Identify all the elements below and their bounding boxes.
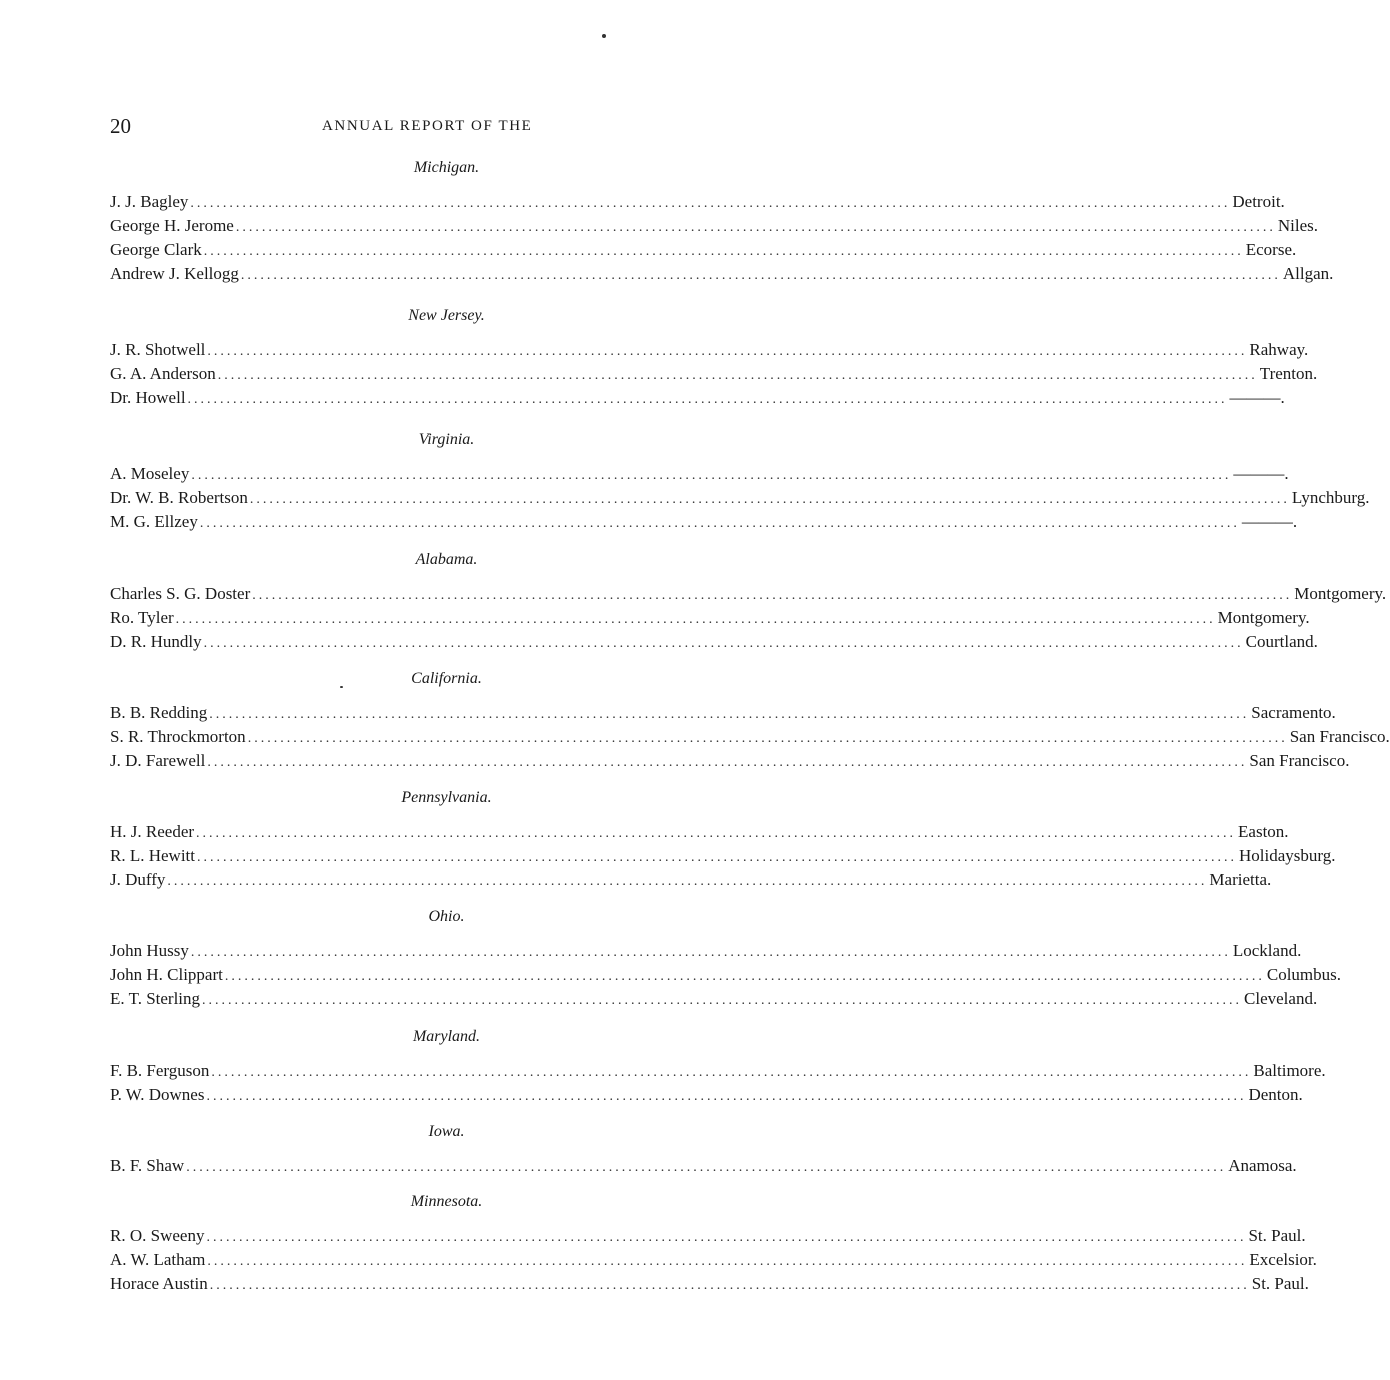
state-section	[110, 667, 1390, 773]
dot-leader: ................................................................................................................................................................	[206, 1089, 1247, 1104]
dot-leader: ................................................................................................................................................................	[207, 1254, 1248, 1269]
state-heading: Maryland.	[412, 1028, 481, 1045]
member-place: St. Paul.	[1248, 1226, 1306, 1245]
list-item	[110, 606, 1310, 630]
member-place: ———.	[1229, 388, 1285, 407]
member-place: San Francisco.	[1249, 751, 1350, 770]
list-item	[110, 939, 1302, 963]
member-name: A. W. Latham	[110, 1250, 206, 1269]
state-section	[110, 786, 1336, 892]
list-item	[110, 749, 1350, 773]
dot-leader: ................................................................................................................................................................	[190, 196, 1231, 211]
list-item	[110, 987, 1318, 1011]
list-item	[110, 214, 1318, 238]
member-place: Montgomery.	[1294, 584, 1387, 603]
member-name: M. G. Ellzey	[110, 512, 198, 531]
ink-speck	[602, 34, 606, 38]
member-name: Ro. Tyler	[110, 608, 174, 627]
member-place: Detroit.	[1232, 192, 1285, 211]
list-item	[110, 362, 1318, 386]
entry-list	[110, 462, 1370, 534]
dot-leader: ................................................................................................................................................................	[224, 969, 1265, 984]
state-heading: California.	[411, 670, 482, 687]
member-place: Marietta.	[1209, 870, 1272, 889]
state-section	[110, 905, 1342, 1011]
list-item	[110, 462, 1289, 486]
dot-leader: ................................................................................................................................................................	[196, 826, 1237, 841]
state-section	[110, 304, 1318, 410]
member-name: Dr. Howell	[110, 388, 186, 407]
list-item	[110, 338, 1309, 362]
page-number: 20	[110, 114, 131, 138]
member-place: Denton.	[1248, 1085, 1303, 1104]
member-name: R. L. Hewitt	[110, 846, 195, 865]
member-place: Excelsior.	[1249, 1250, 1317, 1269]
member-place: Holidaysburg.	[1239, 846, 1336, 865]
dot-leader: ................................................................................................................................................................	[211, 1065, 1252, 1080]
member-name: F. B. Ferguson	[110, 1061, 210, 1080]
list-item	[110, 1224, 1306, 1248]
state-heading: New Jersey.	[408, 307, 485, 324]
list-item	[110, 486, 1370, 510]
member-name: H. J. Reeder	[110, 822, 195, 841]
dot-leader: ................................................................................................................................................................	[186, 1160, 1227, 1175]
entry-list	[110, 1154, 1297, 1178]
member-place: San Francisco.	[1289, 727, 1390, 746]
dot-leader: ................................................................................................................................................................	[191, 468, 1232, 483]
list-item	[110, 630, 1318, 654]
list-item	[110, 238, 1297, 262]
dot-leader: ................................................................................................................................................................	[190, 945, 1231, 960]
member-name: B. F. Shaw	[110, 1156, 185, 1175]
list-item	[110, 1248, 1317, 1272]
member-name: J. J. Bagley	[110, 192, 189, 211]
state-section	[110, 1025, 1326, 1107]
member-place: Allgan.	[1282, 264, 1334, 283]
member-name: George H. Jerome	[110, 216, 234, 235]
entry-list	[110, 1059, 1326, 1107]
member-place: Baltimore.	[1253, 1061, 1326, 1080]
state-section	[110, 548, 1387, 654]
dot-leader: ................................................................................................................................................................	[203, 636, 1244, 651]
member-name: S. R. Throckmorton	[110, 727, 246, 746]
list-item	[110, 725, 1390, 749]
member-place: Rahway.	[1249, 340, 1309, 359]
member-name: J. D. Farewell	[110, 751, 206, 770]
entry-list	[110, 939, 1342, 1011]
entry-list	[110, 338, 1318, 410]
member-place: Montgomery.	[1217, 608, 1310, 627]
dot-leader: ................................................................................................................................................................	[167, 874, 1208, 889]
member-place: Sacramento.	[1251, 703, 1336, 722]
entry-list	[110, 820, 1336, 892]
dot-leader: ................................................................................................................................................................	[252, 588, 1293, 603]
member-place: ———.	[1241, 512, 1298, 531]
member-name: George Clark	[110, 240, 202, 259]
member-name: John Hussy	[110, 941, 189, 960]
state-section	[110, 156, 1334, 286]
member-name: P. W. Downes	[110, 1085, 205, 1104]
member-name: John H. Clippart	[110, 965, 223, 984]
list-item	[110, 868, 1272, 892]
member-name: G. A. Anderson	[110, 364, 216, 383]
entry-list	[110, 582, 1387, 654]
member-place: Easton.	[1238, 822, 1289, 841]
member-name: A. Moseley	[110, 464, 190, 483]
state-section	[110, 428, 1370, 534]
member-name: Andrew J. Kellogg	[110, 264, 239, 283]
dot-leader: ................................................................................................................................................................	[206, 1230, 1247, 1245]
list-item	[110, 1083, 1303, 1107]
dot-leader: ................................................................................................................................................................	[207, 344, 1248, 359]
member-name: Dr. W. B. Robertson	[110, 488, 248, 507]
member-place: Courtland.	[1245, 632, 1318, 651]
dot-leader: ................................................................................................................................................................	[203, 244, 1244, 259]
list-item	[110, 844, 1336, 868]
list-item	[110, 1272, 1309, 1296]
list-item	[110, 1059, 1326, 1083]
state-heading: Michigan.	[413, 159, 480, 176]
member-place: St. Paul.	[1251, 1274, 1309, 1293]
member-name: Charles S. G. Doster	[110, 584, 251, 603]
member-place: Lockland.	[1232, 941, 1302, 960]
running-title: ANNUAL REPORT OF THE	[322, 118, 533, 134]
list-item	[110, 1154, 1297, 1178]
member-name: D. R. Hundly	[110, 632, 202, 651]
dot-leader: ................................................................................................................................................................	[235, 220, 1276, 235]
state-section	[110, 1190, 1317, 1296]
dot-leader: ................................................................................................................................................................	[249, 492, 1290, 507]
list-item	[110, 262, 1334, 286]
member-name: J. Duffy	[110, 870, 166, 889]
state-heading: Ohio.	[428, 908, 465, 925]
list-item	[110, 386, 1285, 410]
member-place: Ecorse.	[1245, 240, 1297, 259]
member-place: Columbus.	[1266, 965, 1342, 984]
dot-leader: ................................................................................................................................................................	[175, 612, 1216, 627]
list-item	[110, 701, 1336, 725]
state-heading: Iowa.	[428, 1123, 465, 1140]
list-item	[110, 582, 1387, 606]
state-heading: Pennsylvania.	[401, 789, 492, 806]
list-item	[110, 963, 1342, 987]
dot-leader: ................................................................................................................................................................	[209, 707, 1250, 722]
member-name: E. T. Sterling	[110, 989, 201, 1008]
member-name: B. B. Redding	[110, 703, 208, 722]
member-name: R. O. Sweeny	[110, 1226, 205, 1245]
member-place: Anamosa.	[1228, 1156, 1297, 1175]
member-name: J. R. Shotwell	[110, 340, 206, 359]
state-heading: Alabama.	[415, 551, 478, 568]
list-item	[110, 190, 1285, 214]
list-item	[110, 510, 1298, 534]
dot-leader: ................................................................................................................................................................	[207, 755, 1248, 770]
member-name: Horace Austin	[110, 1274, 208, 1293]
dot-leader: ................................................................................................................................................................	[202, 993, 1243, 1008]
dot-leader: ................................................................................................................................................................	[247, 731, 1288, 746]
dot-leader: ................................................................................................................................................................	[197, 850, 1237, 865]
dot-leader: ................................................................................................................................................................	[209, 1278, 1250, 1293]
dot-leader: ................................................................................................................................................................	[187, 392, 1228, 407]
member-place: Lynchburg.	[1291, 488, 1370, 507]
member-place: Cleveland.	[1244, 989, 1318, 1008]
state-heading: Virginia.	[418, 431, 475, 448]
member-place: Trenton.	[1259, 364, 1318, 383]
member-place: ———.	[1233, 464, 1289, 483]
dot-leader: ................................................................................................................................................................	[199, 516, 1240, 531]
state-heading: Minnesota.	[410, 1193, 483, 1210]
entry-list	[110, 190, 1334, 286]
list-item	[110, 820, 1289, 844]
dot-leader: ................................................................................................................................................................	[217, 368, 1258, 383]
dot-leader: ................................................................................................................................................................	[240, 268, 1281, 283]
entry-list	[110, 1224, 1317, 1296]
member-place: Niles.	[1277, 216, 1318, 235]
entry-list	[110, 701, 1390, 773]
state-section	[110, 1120, 1297, 1178]
